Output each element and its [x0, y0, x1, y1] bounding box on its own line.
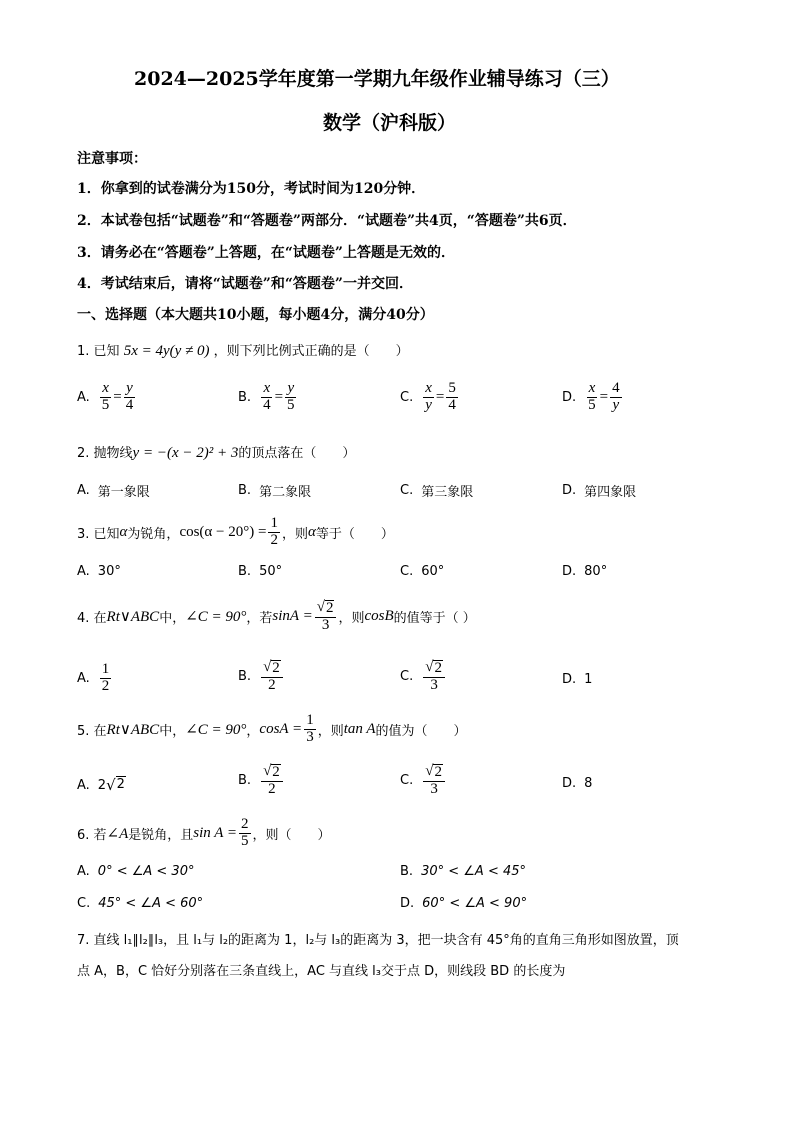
q2-option-a: A. 第一象限	[77, 483, 150, 500]
q2-option-b: B. 第二象限	[238, 483, 312, 500]
section-heading: 一、选择题（本大题共10小题，每小题4分，满分40分）	[77, 307, 434, 323]
q3-option-b: B. 50°	[238, 564, 283, 579]
notice-item: 4．考试结束后，请将“试题卷”和“答题卷”一并交回．	[77, 276, 413, 292]
q2-option-c: C. 第三象限	[400, 483, 474, 500]
question-7-line-1: 7. 直线 l₁∥l₂∥l₃，且 l₁与 l₂的距离为 1，l₂与 l₃的距离为 3，把一块含有 45°角的直角三角形如图放置，顶	[77, 933, 679, 948]
q5-option-b: B. √ 2 2	[238, 764, 285, 798]
q6-option-a: A. 0° < ∠A < 30°	[77, 864, 195, 879]
q1-stem: 1. 已知	[77, 344, 120, 359]
question-3: 3. 已知 α 为锐角， cos(α − 20°) = $\frac{1}{2}$ ，则 α 等于（ ）	[77, 515, 394, 548]
exam-title: 2024—2025学年度第一学期九年级作业辅导练习（三）	[134, 68, 620, 90]
question-1	[77, 340, 409, 360]
q2-expression: y = −(x − 2)² + 3	[132, 445, 239, 461]
q1-expression: 5x = 4y(y ≠ 0)	[123, 343, 210, 359]
q4-option-d: D. 1	[562, 672, 593, 687]
q3-option-d: D. 80°	[562, 564, 608, 579]
q6-option-d: D. 60° < ∠A < 90°	[400, 896, 528, 911]
q5-option-d: D. 8	[562, 776, 593, 791]
question-7-line-2: 点 A，B，C 恰好分别落在三条直线上，AC 与直线 l₃交于点 D，则线段 BD 的长度为	[77, 964, 566, 979]
q4-option-c: C. √ 2 3	[400, 660, 447, 694]
question-5: 5. 在 Rt∨ABC 中， ∠C = 90° ， cosA = $\frac{1}{3}$ ，则 tan A 的值为（ ）	[77, 712, 467, 745]
q1-option-a: A. $\frac{x}{5}$ = $\frac{y}{4}$	[77, 380, 134, 413]
q4-option-a: A. $\frac{1}{2}$	[77, 661, 110, 694]
question-4: 4. 在 Rt∨ABC 中， ∠C = 90° ，若 sinA = √ 2 3 ，则 cosB 的值等于（ ）	[77, 599, 476, 633]
q6-option-c: C. 45° < ∠A < 60°	[77, 896, 204, 911]
q1-option-b: B. $\frac{x}{4}$ = $\frac{y}{5}$	[238, 380, 295, 413]
q6-option-b: B. 30° < ∠A < 45°	[400, 864, 527, 879]
q2-option-d: D. 第四象限	[562, 483, 637, 500]
notice-item: 2．本试卷包括“试题卷”和“答题卷”两部分．“试题卷”共4页，“答题卷”共6页．	[77, 213, 577, 229]
q3-option-c: C. 60°	[400, 564, 445, 579]
exam-subtitle: 数学（沪科版）	[323, 112, 457, 134]
q1-option-d: D. $\frac{x}{5}$ = $\frac{4}{y}$	[562, 380, 620, 413]
q1-option-c: C. $\frac{x}{y}$ = $\frac{5}{4}$	[400, 380, 456, 413]
notice-heading: 注意事项：	[77, 151, 147, 167]
notice-item: 1．你拿到的试卷满分为150分，考试时间为120分钟．	[77, 181, 426, 197]
q5-option-c: C. √ 2 3	[400, 764, 447, 798]
question-2: 2. 抛物线y = −(x − 2)² + 3的顶点落在（ ）	[77, 445, 356, 461]
question-6: 6. 若 ∠A 是锐角，且 sin A = $\frac{2}{5}$ ，则（ ）	[77, 816, 331, 849]
q4-option-b: B. √ 2 2	[238, 660, 285, 694]
q1-stem-end: ，则下列比例式正确的是（ ）	[213, 344, 409, 359]
notice-item: 3．请务必在“答题卷”上答题，在“试题卷”上答题是无效的．	[77, 245, 455, 261]
q5-option-a: A. 2 √ 2	[77, 776, 125, 794]
q3-option-a: A. 30°	[77, 564, 121, 579]
